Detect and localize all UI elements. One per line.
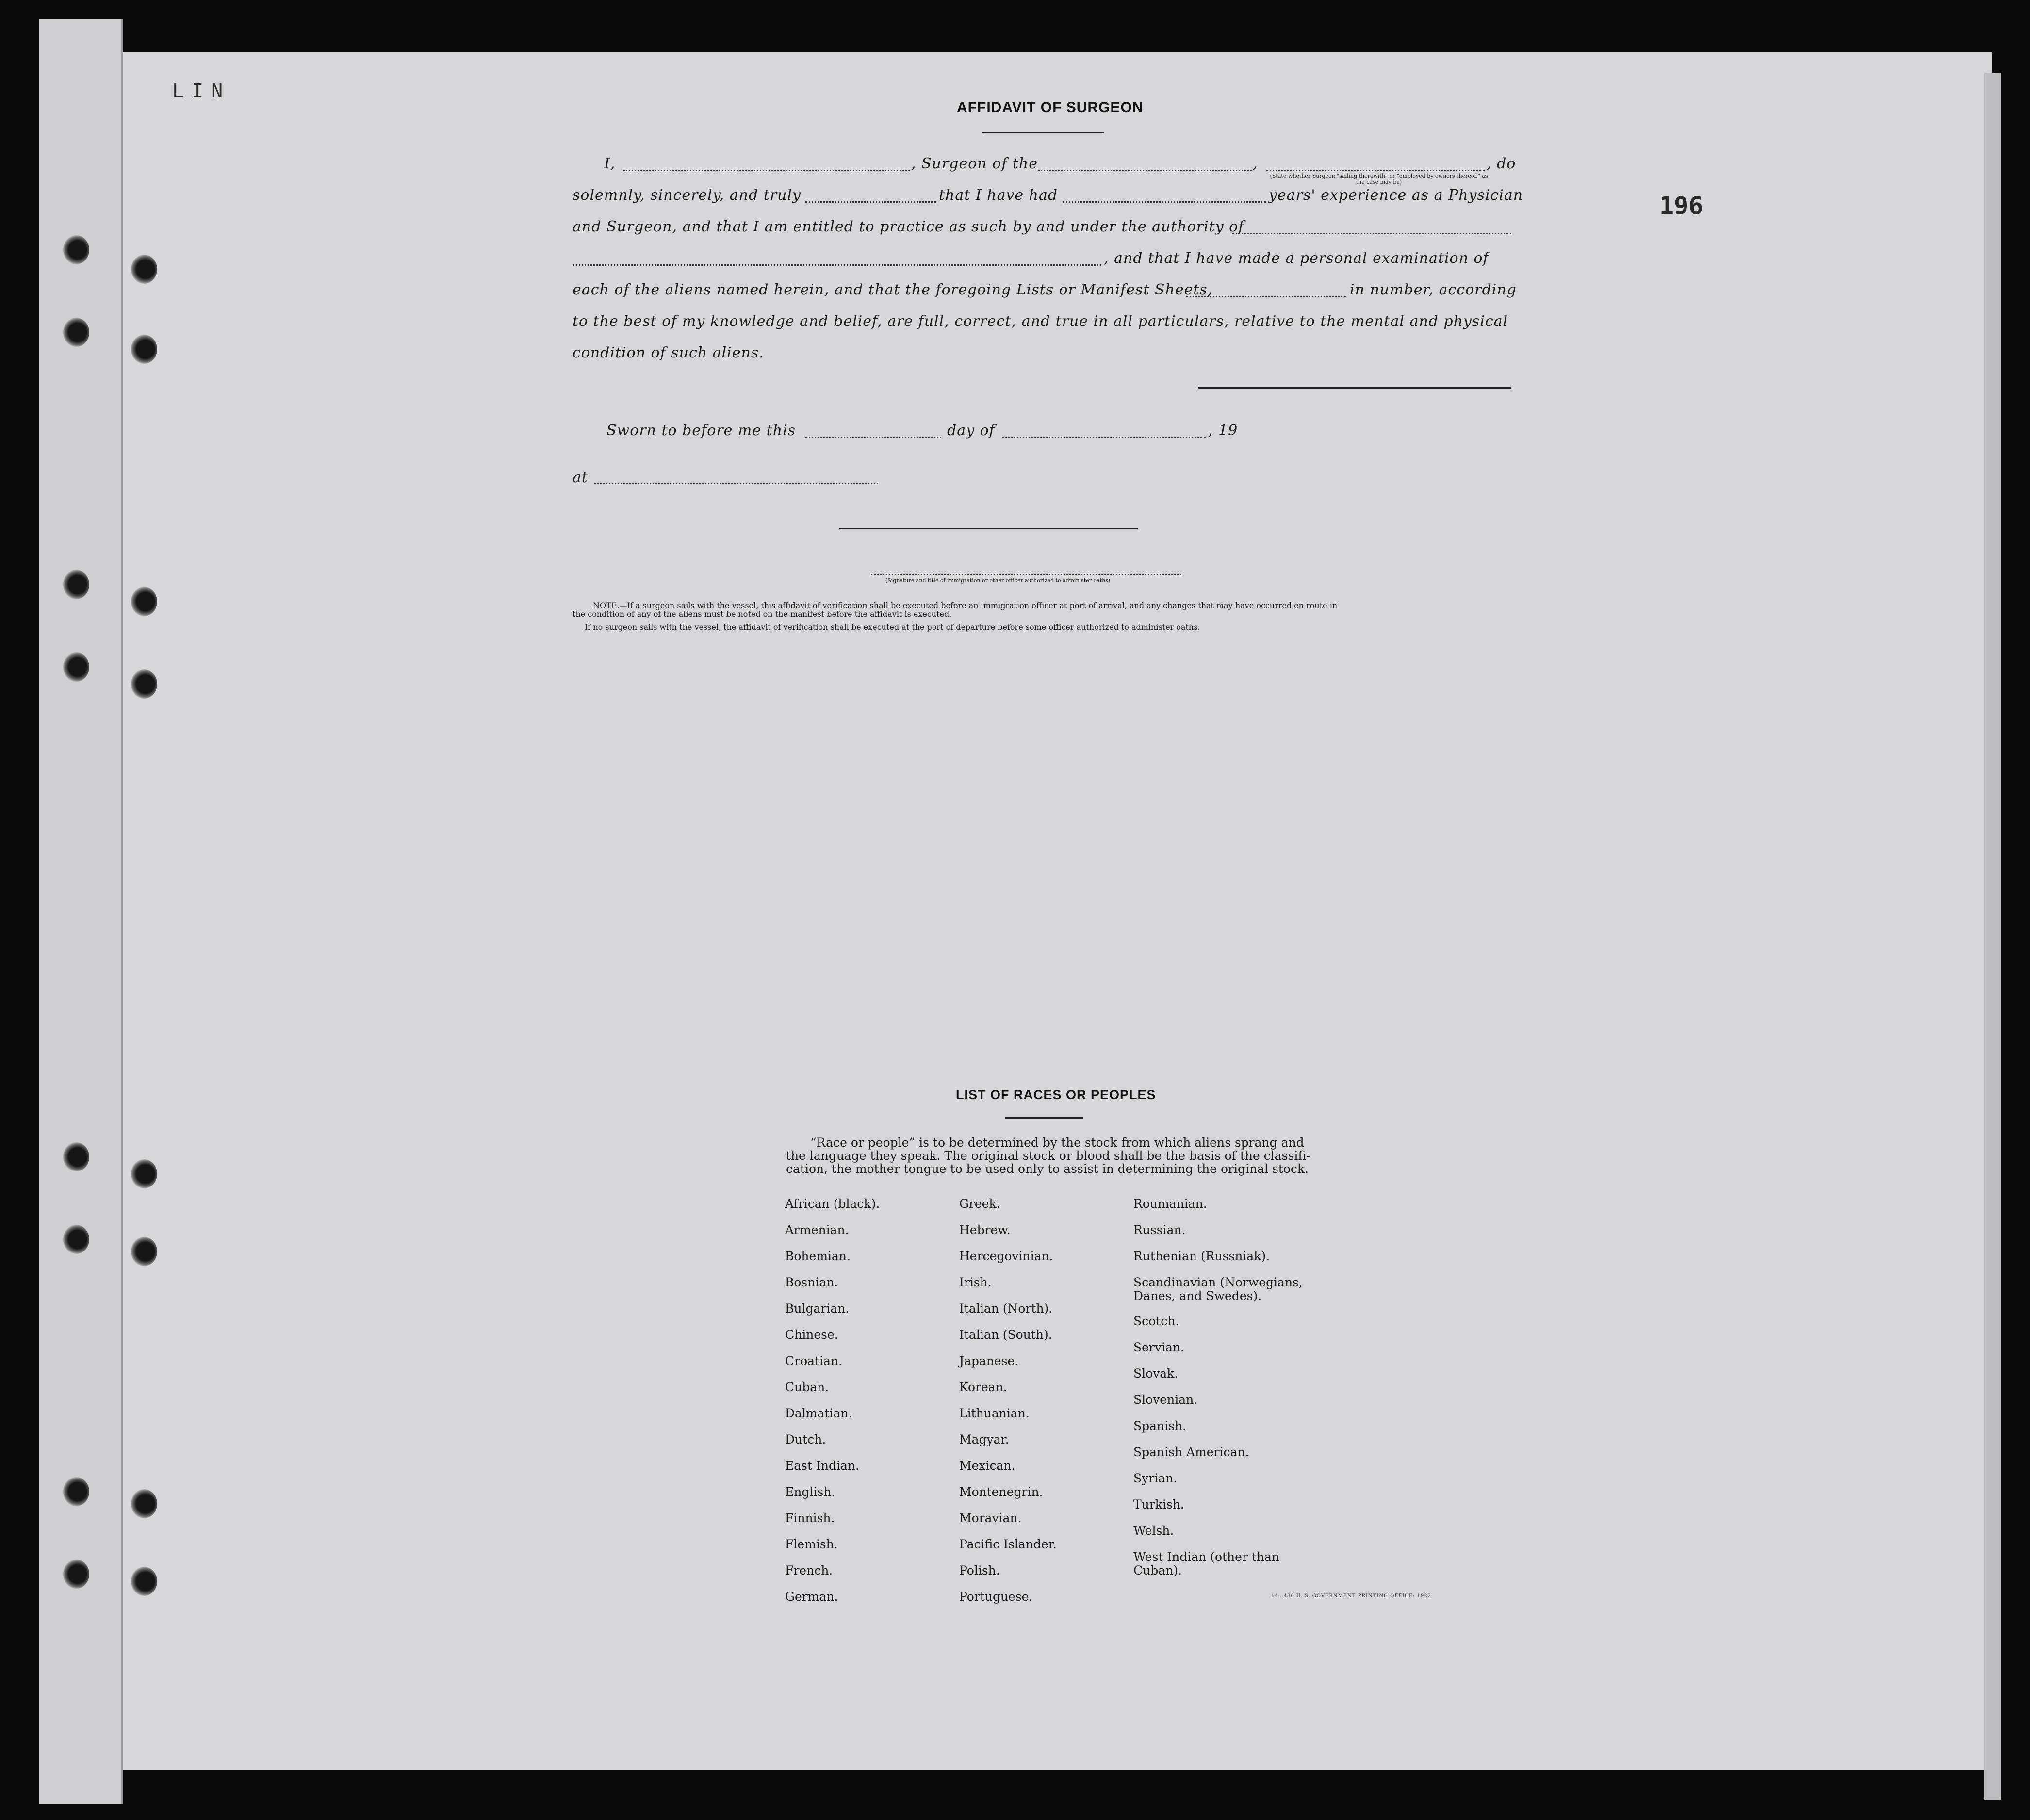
race-item: Greek. xyxy=(959,1197,1000,1211)
corner-fragment: LIN xyxy=(172,80,231,102)
race-item: Cuban. xyxy=(785,1380,829,1394)
race-item: English. xyxy=(785,1485,835,1499)
race-item: Flemish. xyxy=(785,1537,838,1551)
race-item: Dalmatian. xyxy=(785,1406,852,1420)
affidavit-text: Sworn to before me this xyxy=(606,422,796,439)
blank-line xyxy=(1063,201,1266,203)
binding-hole-icon xyxy=(63,1477,89,1506)
race-item: Dutch. xyxy=(785,1432,826,1446)
note-line: If no surgeon sails with the vessel, the affidavit of verification shall be executed at the port of departure before some officer authorized to administer oaths. xyxy=(585,622,1200,632)
binding-hole-icon xyxy=(131,669,157,699)
affidavit-text: , and that I have made a personal examination of xyxy=(1104,250,1489,267)
blank-line xyxy=(1266,170,1485,171)
races-column-3 xyxy=(1133,1197,1308,1589)
race-item: Korean. xyxy=(959,1380,1007,1394)
affidavit-text: that I have had xyxy=(939,187,1058,204)
race-item: Polish. xyxy=(959,1563,1000,1577)
printer-mark: 14—430 U. S. GOVERNMENT PRINTING OFFICE: 1922 xyxy=(1271,1593,1432,1599)
race-item: East Indian. xyxy=(785,1459,859,1473)
binding-hole-icon xyxy=(63,652,89,682)
race-item: Hercegovinian. xyxy=(959,1249,1053,1263)
affidavit-text: to the best of my knowledge and belief, are full, correct, and true in all particulars, relative to the mental and physical xyxy=(573,313,1508,330)
races-intro xyxy=(786,1136,1310,1176)
blank-line xyxy=(1186,296,1346,297)
binding-hole-icon xyxy=(63,570,89,599)
blank-line xyxy=(871,574,1181,575)
binding-hole-icon xyxy=(131,1489,157,1518)
race-item: West Indian (other than Cuban). xyxy=(1133,1550,1280,1577)
binding-hole-icon xyxy=(131,1567,157,1596)
race-item: Irish. xyxy=(959,1275,992,1289)
race-item: Ruthenian (Russniak). xyxy=(1133,1249,1270,1263)
affidavit-text: , Surgeon of the xyxy=(911,155,1038,172)
race-item: Magyar. xyxy=(959,1432,1009,1446)
race-item: Scotch. xyxy=(1133,1314,1179,1328)
race-item: Japanese. xyxy=(959,1354,1019,1368)
binding-hole-icon xyxy=(131,335,157,364)
affidavit-text: and Surgeon, and that I am entitled to practice as such by and under the authority of xyxy=(573,218,1244,235)
affidavit-text: , 19 xyxy=(1208,422,1238,439)
race-item: Mexican. xyxy=(959,1459,1015,1473)
races-title: LIST OF RACES OR PEOPLES xyxy=(956,1088,1156,1102)
race-item: Pacific Islander. xyxy=(959,1537,1057,1551)
race-item: French. xyxy=(785,1563,833,1577)
race-item: German. xyxy=(785,1590,838,1604)
race-item: Scandinavian (Norwegians, Danes, and Swedes). xyxy=(1133,1275,1303,1303)
binding-hole-icon xyxy=(63,318,89,347)
race-item: Armenian. xyxy=(785,1223,849,1237)
surgeon-signature-line xyxy=(1198,387,1511,389)
signature-caption: (Signature and title of immigration or other officer authorized to administer oaths) xyxy=(885,577,1111,584)
blank-line xyxy=(805,201,936,203)
binding-hole-icon xyxy=(63,1142,89,1171)
affidavit-text: at xyxy=(573,469,588,486)
binding-hole-icon xyxy=(63,235,89,264)
race-item: Slovak. xyxy=(1133,1366,1179,1381)
note-line: NOTE.—If a surgeon sails with the vessel, this affidavit of verification shall be executed before an immigration officer at port of arrival, and any changes that may have occurred en route in xyxy=(593,601,1338,610)
affidavit-text: , xyxy=(1253,155,1258,172)
race-item: Chinese. xyxy=(785,1328,838,1342)
binding-hole-icon xyxy=(131,1237,157,1266)
race-item: Italian (North). xyxy=(959,1301,1053,1316)
race-item: Italian (South). xyxy=(959,1328,1052,1342)
affidavit-text: in number, according xyxy=(1350,281,1517,298)
race-item: Moravian. xyxy=(959,1511,1022,1525)
race-item: Welsh. xyxy=(1133,1524,1174,1538)
races-column-2 xyxy=(959,1197,1134,1616)
race-item: Hebrew. xyxy=(959,1223,1011,1237)
race-item: Montenegrin. xyxy=(959,1485,1043,1499)
affidavit-title: AFFIDAVIT OF SURGEON xyxy=(957,99,1144,115)
blank-line xyxy=(1232,233,1511,234)
race-item: Croatian. xyxy=(785,1354,843,1368)
race-item: Slovenian. xyxy=(1133,1393,1198,1407)
title-underline xyxy=(982,132,1104,133)
intro-line: the language they speak. The original stock or blood shall be the basis of the classifi- xyxy=(786,1149,1310,1163)
blank-line xyxy=(623,170,910,171)
affidavit-text: I, xyxy=(604,155,616,172)
intro-line: “Race or people” is to be determined by the stock from which aliens sprang and xyxy=(810,1136,1304,1150)
race-item: African (black). xyxy=(785,1197,880,1211)
binding-hole-icon xyxy=(131,587,157,616)
affidavit-text: solemnly, sincerely, and truly xyxy=(573,187,802,204)
binding-strip xyxy=(39,19,123,1804)
race-item: Turkish. xyxy=(1133,1497,1184,1511)
affidavit-text: day of xyxy=(947,422,995,439)
race-item: Spanish. xyxy=(1133,1419,1187,1433)
races-column-1 xyxy=(785,1197,960,1616)
binding-hole-icon xyxy=(131,1159,157,1188)
race-item: Portuguese. xyxy=(959,1590,1033,1604)
note-line: the condition of any of the aliens must be noted on the manifest before the affidavit is executed. xyxy=(573,609,952,618)
race-item: Russian. xyxy=(1133,1223,1186,1237)
race-item: Lithuanian. xyxy=(959,1406,1030,1420)
race-item: Finnish. xyxy=(785,1511,835,1525)
race-item: Bosnian. xyxy=(785,1275,838,1289)
intro-line: cation, the mother tongue to be used only to assist in determining the original stock. xyxy=(786,1162,1309,1176)
affidavit-text: years' experience as a Physician xyxy=(1269,187,1523,204)
race-item: Syrian. xyxy=(1133,1471,1178,1485)
affidavit-text: , do xyxy=(1487,155,1516,172)
race-item: Spanish American. xyxy=(1133,1445,1249,1459)
blank-line xyxy=(1002,437,1206,438)
page-number: 196 xyxy=(1659,192,1703,220)
binding-hole-icon xyxy=(63,1225,89,1254)
races-title-underline xyxy=(1005,1117,1083,1119)
parenthetical-instruction: (State whether Surgeon "sailing therewith" or "employed by owners thereof," as the case may be) xyxy=(1270,173,1488,185)
blank-line xyxy=(594,483,878,484)
binding-hole-icon xyxy=(131,255,157,284)
affidavit-text: each of the aliens named herein, and that the foregoing Lists or Manifest Sheets, xyxy=(573,281,1213,298)
race-item: Roumanian. xyxy=(1133,1197,1207,1211)
race-item: Bohemian. xyxy=(785,1249,851,1263)
blank-line xyxy=(805,437,941,438)
race-item: Servian. xyxy=(1133,1340,1184,1354)
binding-hole-icon xyxy=(63,1560,89,1589)
blank-line xyxy=(1038,170,1252,171)
blank-line xyxy=(573,264,1101,266)
page-fold-edge xyxy=(1984,73,2001,1800)
officer-signature-line xyxy=(839,528,1138,529)
race-item: Bulgarian. xyxy=(785,1301,850,1316)
affidavit-text: condition of such aliens. xyxy=(573,344,764,361)
